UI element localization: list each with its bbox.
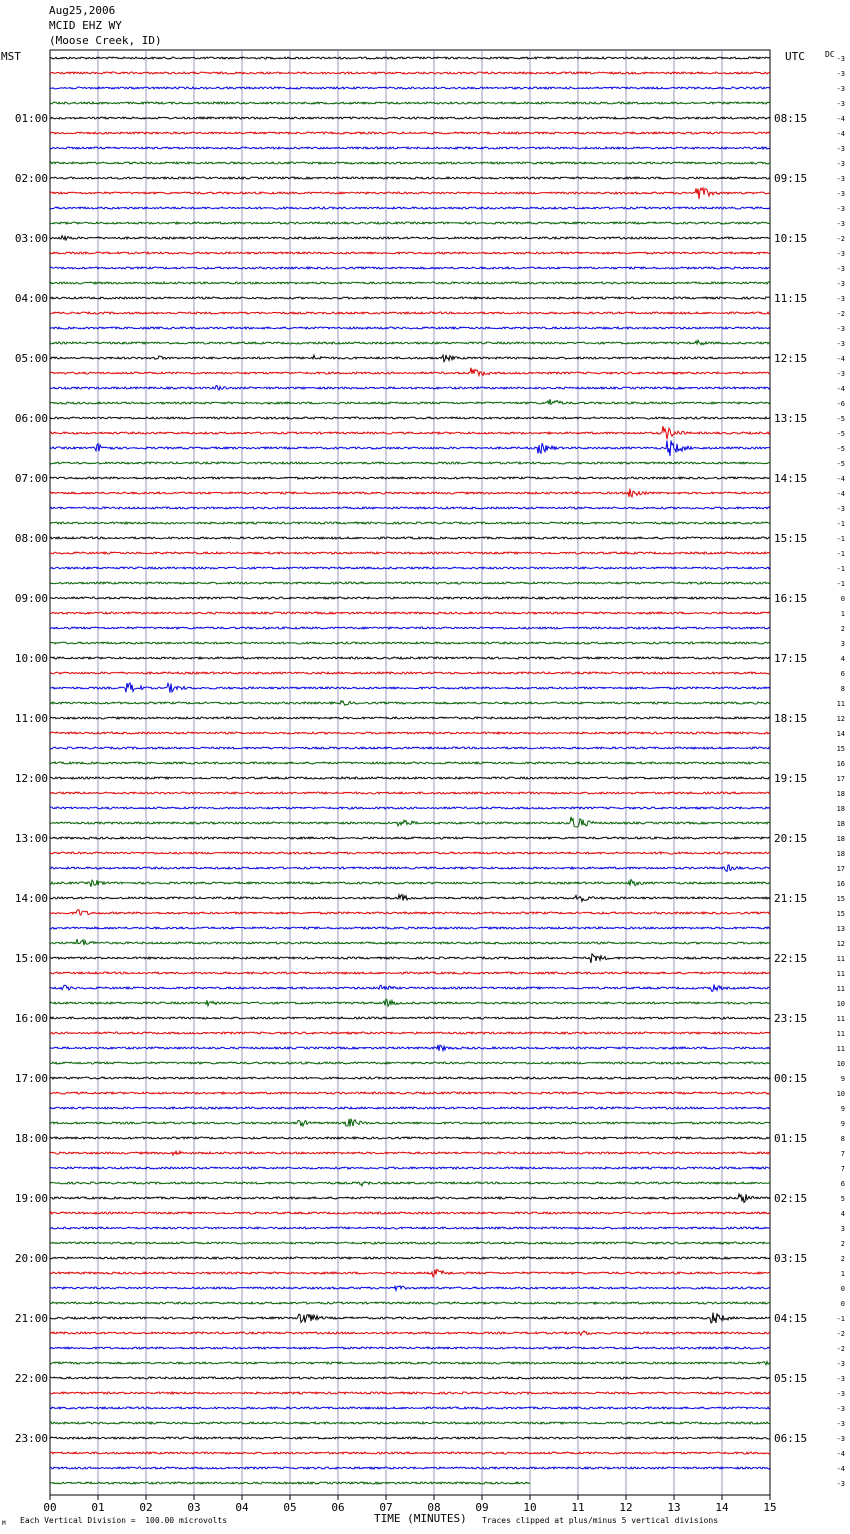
x-tick-label: 07 bbox=[379, 1501, 393, 1514]
seismic-trace bbox=[50, 207, 770, 209]
seismic-trace bbox=[50, 312, 770, 314]
x-tick-label: 05 bbox=[283, 1501, 297, 1514]
seismic-trace bbox=[50, 522, 770, 524]
mst-hour-label: 15:00 bbox=[14, 952, 48, 965]
seismic-trace bbox=[50, 477, 770, 479]
seismic-trace bbox=[50, 1182, 770, 1186]
dc-offset-label: -3 bbox=[836, 160, 845, 168]
dc-offset-label: -1 bbox=[836, 550, 845, 558]
seismic-trace bbox=[50, 1422, 770, 1424]
dc-offset-label: 11 bbox=[836, 955, 845, 963]
utc-hour-label: 08:15 bbox=[774, 112, 808, 125]
dc-offset-label: 18 bbox=[836, 820, 845, 828]
mst-hour-label: 17:00 bbox=[14, 1072, 48, 1085]
seismic-trace bbox=[50, 954, 770, 963]
footer-mark: M bbox=[2, 1520, 6, 1527]
mst-hour-label: 07:00 bbox=[14, 472, 48, 485]
x-tick-label: 10 bbox=[523, 1501, 537, 1514]
seismic-trace bbox=[50, 939, 770, 945]
dc-offset-label: -4 bbox=[836, 355, 845, 363]
dc-offset-label: -3 bbox=[836, 145, 845, 153]
utc-hour-label: 02:15 bbox=[774, 1192, 808, 1205]
dc-offset-label: 17 bbox=[836, 865, 845, 873]
mst-hour-label: 02:00 bbox=[14, 172, 48, 185]
dc-offset-label: 6 bbox=[840, 670, 845, 678]
seismic-trace bbox=[50, 1151, 770, 1155]
location-label: (Moose Creek, ID) bbox=[49, 34, 162, 47]
dc-offset-label: 11 bbox=[836, 700, 845, 708]
left-timezone-label: MST bbox=[1, 50, 21, 63]
dc-offset-label: -3 bbox=[836, 55, 845, 63]
dc-offset-label: -3 bbox=[836, 175, 845, 183]
seismic-trace bbox=[50, 399, 770, 404]
seismic-trace bbox=[50, 507, 770, 509]
utc-hour-label: 13:15 bbox=[774, 412, 808, 425]
dc-offset-label: -4 bbox=[836, 475, 845, 483]
seismic-trace bbox=[50, 792, 770, 794]
seismic-trace bbox=[50, 236, 770, 240]
utc-hour-label: 20:15 bbox=[774, 832, 808, 845]
seismic-trace bbox=[50, 807, 770, 809]
dc-offset-label: 16 bbox=[836, 880, 845, 888]
x-tick-label: 06 bbox=[331, 1501, 345, 1514]
dc-offset-label: 11 bbox=[836, 1045, 845, 1053]
seismic-trace bbox=[50, 1017, 770, 1019]
utc-hour-label: 22:15 bbox=[774, 952, 808, 965]
mst-hour-label: 11:00 bbox=[14, 712, 48, 725]
seismic-trace bbox=[50, 732, 770, 734]
seismic-trace bbox=[50, 327, 770, 329]
scale-note: Each Vertical Division = 100.00 microvolts bbox=[20, 1516, 228, 1525]
dc-offset-label: 12 bbox=[836, 715, 845, 723]
dc-offset-label: -3 bbox=[836, 250, 845, 258]
dc-offset-label: 12 bbox=[836, 940, 845, 948]
seismic-trace bbox=[50, 1167, 770, 1169]
dc-offset-label: -6 bbox=[836, 400, 845, 408]
utc-hour-label: 00:15 bbox=[774, 1072, 808, 1085]
seismic-trace bbox=[50, 267, 770, 269]
dc-offset-label: -3 bbox=[836, 85, 845, 93]
dc-offset-label: 7 bbox=[840, 1150, 845, 1158]
mst-hour-label: 05:00 bbox=[14, 352, 48, 365]
dc-offset-label: 7 bbox=[840, 1165, 845, 1173]
x-tick-label: 08 bbox=[427, 1501, 441, 1514]
dc-offset-label: 1 bbox=[840, 610, 845, 618]
dc-offset-label: 10 bbox=[836, 1000, 845, 1008]
seismic-trace bbox=[50, 1362, 770, 1365]
dc-offset-label: -1 bbox=[836, 535, 845, 543]
dc-offset-label: 18 bbox=[836, 805, 845, 813]
dc-offset-label: -4 bbox=[836, 130, 845, 138]
seismic-trace bbox=[50, 355, 770, 362]
seismic-trace bbox=[50, 72, 770, 74]
dc-offset-label: -3 bbox=[836, 1480, 845, 1488]
seismic-trace bbox=[50, 1032, 770, 1034]
seismic-trace bbox=[50, 386, 770, 391]
dc-offset-label: 6 bbox=[840, 1180, 845, 1188]
seismic-trace bbox=[50, 252, 770, 254]
mst-hour-label: 12:00 bbox=[14, 772, 48, 785]
dc-offset-label: 2 bbox=[840, 1255, 845, 1263]
x-tick-label: 09 bbox=[475, 1501, 489, 1514]
mst-hour-label: 21:00 bbox=[14, 1312, 48, 1325]
dc-offset-label: -2 bbox=[836, 310, 845, 318]
seismic-trace bbox=[50, 642, 770, 644]
seismic-trace bbox=[50, 837, 770, 839]
dc-offset-label: 9 bbox=[840, 1105, 845, 1113]
x-tick-label: 12 bbox=[619, 1501, 633, 1514]
clip-note: Traces clipped at plus/minus 5 vertical divisions bbox=[482, 1516, 719, 1525]
dc-offset-label: 11 bbox=[836, 1015, 845, 1023]
mst-hour-label: 19:00 bbox=[14, 1192, 48, 1205]
seismic-trace bbox=[50, 567, 770, 569]
dc-offset-label: -4 bbox=[836, 115, 845, 123]
dc-offset-label: 18 bbox=[836, 790, 845, 798]
seismic-trace bbox=[50, 1407, 770, 1409]
dc-offset-label: 1 bbox=[840, 1270, 845, 1278]
utc-hour-label: 12:15 bbox=[774, 352, 808, 365]
dc-label: DC bbox=[825, 50, 835, 59]
seismic-trace bbox=[50, 489, 770, 497]
x-tick-label: 11 bbox=[571, 1501, 585, 1514]
seismic-trace bbox=[50, 777, 770, 779]
dc-offset-label: -4 bbox=[836, 490, 845, 498]
seismic-trace bbox=[50, 1331, 770, 1336]
dc-offset-label: -3 bbox=[836, 505, 845, 513]
dc-offset-label: -4 bbox=[836, 385, 845, 393]
x-tick-label: 13 bbox=[667, 1501, 681, 1514]
x-tick-label: 15 bbox=[763, 1501, 777, 1514]
seismic-trace bbox=[50, 865, 770, 872]
station-label: MCID EHZ WY bbox=[49, 19, 122, 32]
seismic-trace bbox=[50, 188, 770, 199]
dc-offset-label: 15 bbox=[836, 910, 845, 918]
dc-offset-label: 3 bbox=[840, 1225, 845, 1233]
dc-offset-label: -3 bbox=[836, 1360, 845, 1368]
seismic-trace bbox=[50, 462, 770, 464]
dc-offset-label: 0 bbox=[840, 1300, 845, 1308]
utc-hour-label: 19:15 bbox=[774, 772, 808, 785]
seismic-trace bbox=[50, 627, 770, 629]
dc-offset-label: -1 bbox=[836, 520, 845, 528]
seismic-trace bbox=[50, 297, 770, 299]
seismic-trace bbox=[50, 657, 770, 659]
dc-offset-label: 10 bbox=[836, 1060, 845, 1068]
dc-offset-label: 17 bbox=[836, 775, 845, 783]
dc-offset-label: -5 bbox=[836, 430, 845, 438]
dc-offset-label: -5 bbox=[836, 460, 845, 468]
seismic-trace bbox=[50, 1212, 770, 1214]
dc-offset-label: -3 bbox=[836, 1390, 845, 1398]
dc-offset-label: 0 bbox=[840, 595, 845, 603]
seismic-trace bbox=[50, 1452, 770, 1454]
mst-hour-label: 13:00 bbox=[14, 832, 48, 845]
seismic-trace bbox=[50, 1077, 770, 1079]
x-axis-title: TIME (MINUTES) bbox=[374, 1512, 467, 1525]
dc-offset-label: 13 bbox=[836, 925, 845, 933]
seismic-trace bbox=[50, 597, 770, 599]
dc-offset-label: 3 bbox=[840, 640, 845, 648]
seismic-trace bbox=[50, 895, 770, 902]
mst-hour-label: 23:00 bbox=[14, 1432, 48, 1445]
seismic-trace bbox=[50, 1347, 770, 1349]
utc-hour-label: 11:15 bbox=[774, 292, 808, 305]
dc-offset-label: 18 bbox=[836, 850, 845, 858]
dc-offset-label: -3 bbox=[836, 205, 845, 213]
dc-offset-label: -3 bbox=[836, 340, 845, 348]
mst-hour-label: 09:00 bbox=[14, 592, 48, 605]
seismic-trace bbox=[50, 927, 770, 929]
dc-offset-label: 15 bbox=[836, 745, 845, 753]
seismic-trace bbox=[50, 852, 770, 855]
dc-offset-label: -3 bbox=[836, 265, 845, 273]
mst-hour-label: 01:00 bbox=[14, 112, 48, 125]
seismic-trace bbox=[50, 1242, 770, 1244]
mst-hour-label: 20:00 bbox=[14, 1252, 48, 1265]
seismic-trace bbox=[50, 1062, 770, 1064]
utc-hour-label: 18:15 bbox=[774, 712, 808, 725]
seismic-trace bbox=[50, 1107, 770, 1109]
dc-offset-label: 5 bbox=[840, 1195, 845, 1203]
plot-frame bbox=[50, 50, 770, 1495]
seismic-trace bbox=[50, 1377, 770, 1379]
seismic-trace bbox=[50, 701, 770, 706]
seismic-trace bbox=[50, 1437, 770, 1439]
seismic-trace bbox=[50, 1313, 770, 1323]
seismic-trace bbox=[50, 162, 770, 164]
utc-hour-label: 09:15 bbox=[774, 172, 808, 185]
seismic-trace bbox=[50, 132, 770, 134]
right-timezone-label: UTC bbox=[785, 50, 805, 63]
mst-hour-label: 16:00 bbox=[14, 1012, 48, 1025]
seismic-trace bbox=[50, 762, 770, 764]
x-tick-label: 00 bbox=[43, 1501, 57, 1514]
seismic-trace bbox=[50, 177, 770, 179]
seismic-trace bbox=[50, 817, 770, 827]
seismic-trace bbox=[50, 417, 770, 419]
x-tick-label: 01 bbox=[91, 1501, 105, 1514]
mst-hour-label: 04:00 bbox=[14, 292, 48, 305]
dc-offset-label: 15 bbox=[836, 895, 845, 903]
utc-hour-label: 05:15 bbox=[774, 1372, 808, 1385]
dc-offset-label: -5 bbox=[836, 415, 845, 423]
dc-offset-label: 9 bbox=[840, 1120, 845, 1128]
seismic-trace bbox=[50, 1269, 770, 1276]
utc-hour-label: 23:15 bbox=[774, 1012, 808, 1025]
seismic-trace bbox=[50, 441, 770, 457]
dc-offset-label: -4 bbox=[836, 1465, 845, 1473]
dc-offset-label: 16 bbox=[836, 760, 845, 768]
seismic-trace bbox=[50, 582, 770, 584]
dc-offset-label: -2 bbox=[836, 1330, 845, 1338]
utc-hour-label: 15:15 bbox=[774, 532, 808, 545]
dc-offset-label: -5 bbox=[836, 445, 845, 453]
seismic-trace bbox=[50, 552, 770, 554]
dc-offset-label: -3 bbox=[836, 70, 845, 78]
dc-offset-label: -3 bbox=[836, 100, 845, 108]
seismic-trace bbox=[50, 282, 770, 284]
mst-hour-label: 22:00 bbox=[14, 1372, 48, 1385]
dc-offset-label: -1 bbox=[836, 565, 845, 573]
dc-offset-label: 2 bbox=[840, 1240, 845, 1248]
date-label: Aug25,2006 bbox=[49, 4, 116, 17]
dc-offset-label: -3 bbox=[836, 1375, 845, 1383]
dc-offset-label: 11 bbox=[836, 985, 845, 993]
seismic-trace bbox=[50, 102, 770, 104]
seismic-trace bbox=[50, 537, 770, 539]
utc-hour-label: 06:15 bbox=[774, 1432, 808, 1445]
utc-hour-label: 14:15 bbox=[774, 472, 808, 485]
seismic-trace bbox=[50, 672, 770, 674]
dc-offset-label: 8 bbox=[840, 1135, 845, 1143]
seismic-trace bbox=[50, 612, 770, 614]
mst-hour-label: 18:00 bbox=[14, 1132, 48, 1145]
seismic-trace bbox=[50, 1119, 770, 1127]
dc-offset-label: -3 bbox=[836, 325, 845, 333]
utc-hour-label: 03:15 bbox=[774, 1252, 808, 1265]
seismic-trace bbox=[50, 368, 770, 376]
utc-hour-label: 16:15 bbox=[774, 592, 808, 605]
seismic-trace bbox=[50, 147, 770, 149]
mst-hour-label: 06:00 bbox=[14, 412, 48, 425]
seismic-trace bbox=[50, 972, 770, 974]
seismic-trace bbox=[50, 747, 770, 749]
utc-hour-label: 01:15 bbox=[774, 1132, 808, 1145]
seismic-trace bbox=[50, 1286, 770, 1290]
seismic-trace bbox=[50, 1194, 770, 1203]
utc-hour-label: 21:15 bbox=[774, 892, 808, 905]
seismic-trace bbox=[50, 426, 770, 439]
seismic-trace bbox=[50, 117, 770, 119]
seismic-trace bbox=[50, 985, 770, 992]
seismic-trace bbox=[50, 717, 770, 719]
dc-offset-label: -2 bbox=[836, 235, 845, 243]
dc-offset-label: -3 bbox=[836, 1405, 845, 1413]
utc-hour-label: 17:15 bbox=[774, 652, 808, 665]
dc-offset-label: -1 bbox=[836, 1315, 845, 1323]
seismic-trace bbox=[50, 1467, 770, 1469]
seismic-trace bbox=[50, 222, 770, 224]
dc-offset-label: 9 bbox=[840, 1075, 845, 1083]
dc-offset-label: 2 bbox=[840, 625, 845, 633]
mst-hour-label: 03:00 bbox=[14, 232, 48, 245]
seismic-trace bbox=[50, 1227, 770, 1229]
x-tick-label: 14 bbox=[715, 1501, 729, 1514]
x-tick-label: 04 bbox=[235, 1501, 249, 1514]
seismic-trace bbox=[50, 999, 770, 1006]
dc-offset-label: -2 bbox=[836, 1345, 845, 1353]
dc-offset-label: 11 bbox=[836, 970, 845, 978]
dc-offset-label: -4 bbox=[836, 1450, 845, 1458]
mst-hour-label: 08:00 bbox=[14, 532, 48, 545]
mst-hour-label: 14:00 bbox=[14, 892, 48, 905]
seismic-trace bbox=[50, 340, 770, 345]
seismic-trace bbox=[50, 1257, 770, 1259]
dc-offset-label: -3 bbox=[836, 1435, 845, 1443]
dc-offset-label: -3 bbox=[836, 370, 845, 378]
dc-offset-label: 18 bbox=[836, 835, 845, 843]
seismic-trace bbox=[50, 1045, 770, 1051]
x-tick-label: 02 bbox=[139, 1501, 153, 1514]
dc-offset-label: -3 bbox=[836, 1420, 845, 1428]
seismic-trace bbox=[50, 1092, 770, 1094]
dc-offset-label: -3 bbox=[836, 295, 845, 303]
dc-offset-label: -3 bbox=[836, 280, 845, 288]
dc-offset-label: 4 bbox=[840, 1210, 845, 1218]
x-tick-label: 03 bbox=[187, 1501, 201, 1514]
dc-offset-label: 10 bbox=[836, 1090, 845, 1098]
seismic-trace bbox=[50, 1392, 770, 1394]
seismic-trace bbox=[50, 880, 770, 887]
utc-hour-label: 04:15 bbox=[774, 1312, 808, 1325]
dc-offset-label: 11 bbox=[836, 1030, 845, 1038]
dc-offset-label: 0 bbox=[840, 1285, 845, 1293]
seismic-trace bbox=[50, 87, 770, 89]
dc-offset-label: 8 bbox=[840, 685, 845, 693]
dc-offset-label: -3 bbox=[836, 190, 845, 198]
dc-offset-label: 4 bbox=[840, 655, 845, 663]
seismic-trace bbox=[50, 57, 770, 59]
utc-hour-label: 10:15 bbox=[774, 232, 808, 245]
dc-offset-label: -1 bbox=[836, 580, 845, 588]
mst-hour-label: 10:00 bbox=[14, 652, 48, 665]
dc-offset-label: 14 bbox=[836, 730, 845, 738]
seismic-trace bbox=[50, 1302, 770, 1304]
dc-offset-label: -3 bbox=[836, 220, 845, 228]
seismic-trace bbox=[50, 1137, 770, 1139]
seismic-trace bbox=[50, 910, 770, 915]
seismic-trace bbox=[50, 683, 770, 693]
